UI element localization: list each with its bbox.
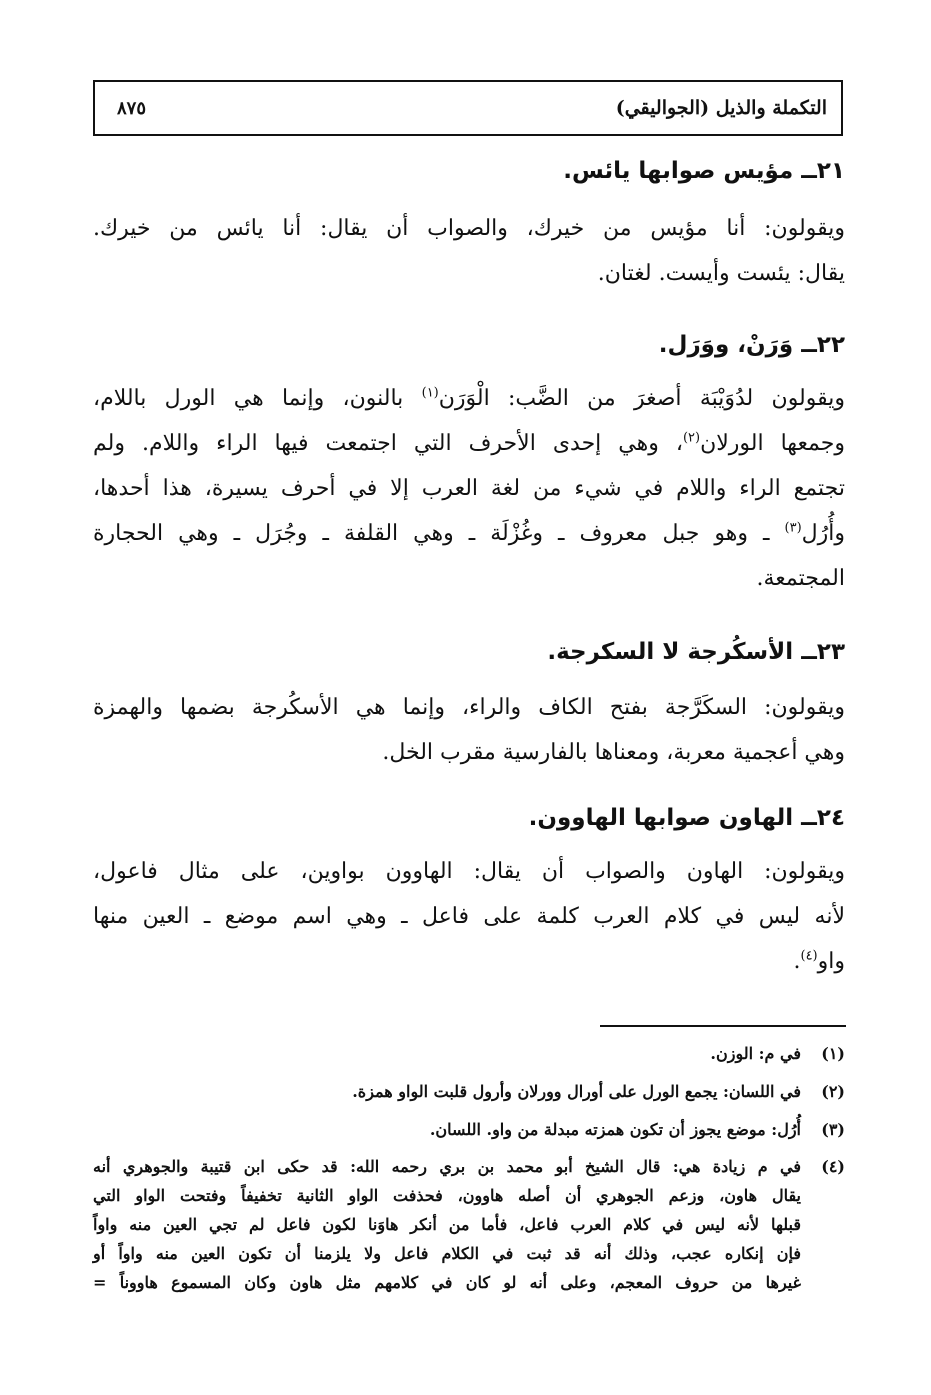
- text-line: وهي أعجمية معربة، ومعناها بالفارسية مقرب الخل.: [382, 740, 845, 765]
- footnote-number: (١): [821, 1044, 845, 1063]
- text-line: غيرها من حروف المعجم، وعلى أنه لو كان في كلامهم مثل هاون وكان المسموع هاووناً =: [93, 1273, 801, 1292]
- text-segment: وأُرُل: [801, 521, 845, 546]
- footnote-text: [93, 1152, 801, 1297]
- footnote-divider: [600, 1025, 846, 1027]
- footnote-1: [93, 1038, 845, 1070]
- footnote-number: (٤): [821, 1157, 845, 1176]
- entry-23: [93, 639, 845, 775]
- entry-paragraph: [93, 685, 845, 775]
- entry-title: ٢٣ــ الأسكُرجة لا السكرجة.: [547, 639, 845, 665]
- footnote-2: [93, 1076, 845, 1108]
- text-line: [93, 511, 845, 556]
- entry-title: ٢٤ــ الهاون صوابها الهاوون.: [528, 805, 845, 831]
- text-line: [93, 376, 845, 421]
- entry-paragraph: [93, 376, 845, 601]
- text-segment: ، وهي إحدى الأحرف التي اجتمعت فيها الراء واللام. ولم: [93, 431, 683, 456]
- book-title: التكملة والذيل (الجواليقي): [615, 97, 827, 119]
- text-line: أُرُل: موضع يجوز أن تكون همزته مبدلة من واو. اللسان.: [429, 1120, 801, 1139]
- footnote-ref[interactable]: (٢): [682, 430, 701, 446]
- footnote-text: [93, 1038, 801, 1070]
- entry-21: [93, 158, 845, 296]
- text-line: لأنه ليس في كلام العرب كلمة على فاعل ـ وهي اسم موضع ـ العين منها: [93, 904, 845, 929]
- entry-title: ٢٢ــ وَرَنْ، ووَرَل.: [658, 332, 845, 358]
- footnote-4: [93, 1152, 845, 1297]
- text-segment: واو: [817, 949, 845, 974]
- text-line: ويقولون: الهاون والصواب أن يقال: الهاوون بواوين، على مثال فاعول،: [93, 859, 845, 884]
- text-line: يقال هاون، وزعم الجوهري أن أصله هاوون، فحذفت الواو الثانية تخفيفاً وفتحت الواو التي: [93, 1186, 802, 1205]
- text-line: [93, 421, 845, 466]
- entry-22: [93, 332, 845, 601]
- footnotes: [93, 1038, 845, 1297]
- entry-paragraph: [93, 849, 845, 984]
- entry-24: [93, 805, 845, 984]
- page-number: ٨٧٥: [117, 97, 147, 119]
- text-line: [93, 939, 845, 984]
- text-line: في م: الوزن.: [710, 1044, 801, 1063]
- text-segment: بالنون، وإنما هي الورل باللام،: [93, 386, 404, 411]
- footnote-ref[interactable]: (٣): [784, 520, 802, 536]
- main-content: [93, 150, 845, 984]
- footnote-ref[interactable]: (١): [421, 385, 439, 401]
- text-segment: ويقولون لدُوَيْبَة أصغرَ من الضَّب: الْوَرَن: [438, 386, 846, 411]
- text-line: فإن إنكاره عجب، وذلك أنه قد ثبت في الكلام فاعل ولا يلزمنا أن تكون العين منه واواً أو: [93, 1244, 802, 1263]
- text-segment: ـ وهو جبل معروف ـ وغُزْلَة ـ وهي القلفة ـ وجُرَل ـ وهي الحجارة: [93, 521, 770, 546]
- footnote-number: (٢): [821, 1082, 845, 1101]
- text-line: يقال: يئست وأيست. لغتان.: [597, 261, 845, 286]
- text-segment: .: [793, 949, 801, 974]
- text-line: قبلها لأنه ليس في كلام العرب فاعل، فأما من أنكر هاوَنا لكون فاعل لم تجي العين منه واواً: [93, 1215, 801, 1234]
- footnote-number: (٣): [821, 1120, 845, 1139]
- footnote-text: [93, 1114, 801, 1146]
- text-line: ويقولون: أنا مؤيس من خيرك، والصواب أن يقال: أنا يائس من خيرك.: [93, 216, 845, 241]
- running-header: [93, 80, 843, 136]
- text-line: تجتمع الراء واللام في شيء من لغة العرب إلا في أحرف يسيرة، هذا أحدها،: [93, 476, 845, 501]
- text-line: المجتمعة.: [756, 566, 845, 591]
- text-line: ويقولون: السكَرَّجة بفتح الكاف والراء، وإنما هي الأسكُرجة بضمها والهمزة: [93, 695, 845, 720]
- entry-paragraph: [93, 206, 845, 296]
- footnote-ref[interactable]: (٤): [800, 948, 818, 964]
- footnote-3: [93, 1114, 845, 1146]
- entry-title: ٢١ــ مؤيس صوابها يائس.: [563, 158, 845, 184]
- footnote-text: [93, 1076, 801, 1108]
- text-line: في م زيادة هي: قال الشيخ أبو محمد بن بري رحمه الله: قد حكى ابن قتيبة والجوهري أنه: [93, 1157, 801, 1176]
- text-segment: وجمعها الورلان: [700, 431, 845, 456]
- text-line: في اللسان: يجمع الورل على أورال وورلان وأرول قلبت الواو همزة.: [352, 1082, 801, 1101]
